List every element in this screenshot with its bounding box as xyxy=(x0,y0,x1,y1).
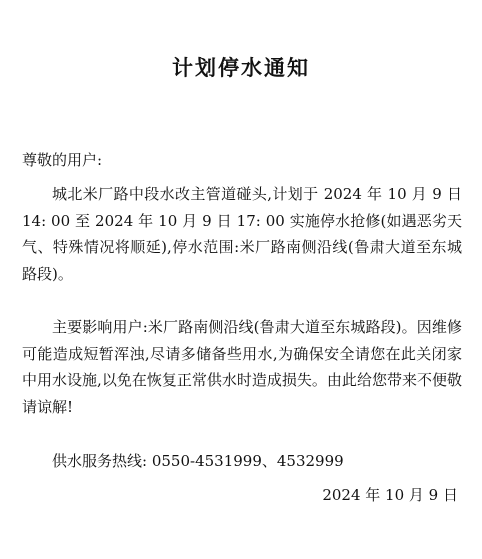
service-hotline: 供水服务热线: 0550-4531999、4532999 xyxy=(52,452,344,470)
notice-paragraph-affected-users: 主要影响用户:米厂路南侧沿线(鲁肃大道至东城路段)。因维修可能造成短暂浑浊,尽请多储备些用水,为确保安全请您在此关闭家中用水设施,以免在恢复正常供水时造成损失。由此给您带来不便敬请谅解! xyxy=(22,318,462,416)
notice-date: 2024 年 10 月 9 日 xyxy=(322,486,458,504)
notice-title: 计划停水通知 xyxy=(172,56,310,80)
salutation: 尊敬的用户: xyxy=(22,151,103,169)
notice-paragraph-outage-details: 城北米厂路中段水改主管道碰头,计划于 2024 年 10 月 9 日 14: 00 至 2024 年 10 月 9 日 17: 00 实施停水抢修(如遇恶劣天气、特殊情况将顺延),停水范围:米厂路南侧沿线(鲁肃大道至东城路段)。 xyxy=(22,185,462,283)
